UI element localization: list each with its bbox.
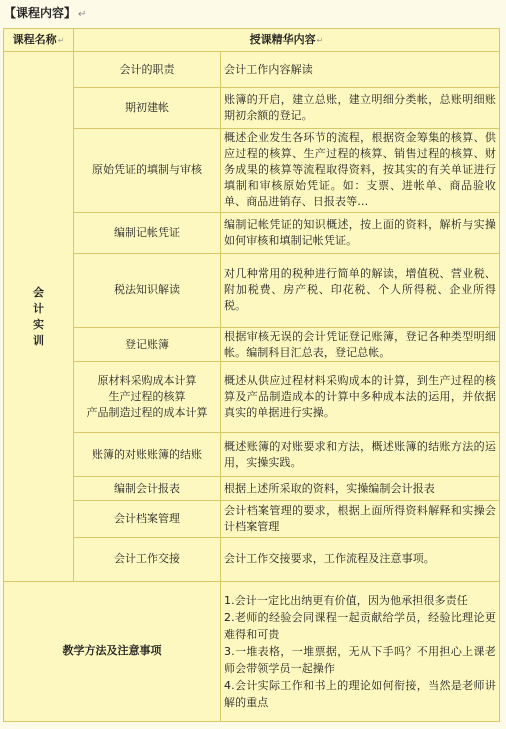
description-cell: 对几种常用的税种进行简单的解读，增值税、营业税、附加税费、房产税、印花税、个人所得税、企业所得税。 [221, 253, 500, 328]
topic-cell: 会计档案管理 [74, 501, 221, 537]
description-cell: 概述企业发生各环节的流程，根据资金筹集的核算、供应过程的核算、生产过程的核算、销售过程的核算、财务成果的核算等流程取得资料，按其实的有关单证进行填制和审核原始凭证。如：支票、进帐单、商品验收单、商品进销存、日报表等… [221, 128, 500, 213]
table-row [4, 253, 500, 328]
page-title [4, 4, 86, 22]
table-row [4, 432, 500, 476]
table-row [4, 88, 500, 128]
header-course-content: 授课精华内容↵ [74, 29, 500, 52]
table-row [4, 477, 500, 501]
header-row [4, 29, 500, 52]
note-item: 1.会计一定比出纳更有价值，因为他承担很多责任 [224, 593, 468, 607]
table-row [4, 128, 500, 213]
table-row [4, 52, 500, 88]
description-cell: 概述账簿的对账要求和方法，概述账簿的结账方法的运用，实操实践。 [221, 432, 500, 476]
topic-cell: 账簿的对账账簿的结账 [74, 432, 221, 476]
topic-cell: 原材料采购成本计算 生产过程的核算 产品制造过程的成本计算 [74, 362, 221, 433]
description-cell: 会计工作内容解读 [221, 52, 500, 88]
description-cell: 概述从供应过程材料采购成本的计算，到生产过程的核算及产品制造成本的计算中多种成本法的运用，并依据真实的单据进行实操。 [221, 362, 500, 433]
table-row [4, 537, 500, 581]
note-item: 2.老师的经验会同课程一起贡献给学员，经验比理论更难得和可贵 [224, 610, 497, 641]
table-row [4, 328, 500, 362]
course-table [3, 28, 500, 722]
description-cell: 会计工作交接要求，工作流程及注意事项。 [221, 537, 500, 581]
description-cell: 账簿的开启，建立总账，建立明细分类帐，总账明细账期初余额的登记。 [221, 88, 500, 128]
description-cell: 编制记帐凭证的知识概述，按上面的资料，解析与实操如何审核和填制记帐凭证。 [221, 213, 500, 253]
table-row [4, 501, 500, 537]
description-cell: 根据上述所采取的资料，实操编制会计报表 [221, 477, 500, 501]
topic-cell: 登记账簿 [74, 328, 221, 362]
topic-cell: 税法知识解读 [74, 253, 221, 328]
teaching-method-label: 教学方法及注意事项 [4, 581, 221, 721]
description-cell: 会计档案管理的要求，根据上面所得资料解释和实操会计档案管理 [221, 501, 500, 537]
topic-cell: 会计工作交接 [74, 537, 221, 581]
topic-cell: 编制会计报表 [74, 477, 221, 501]
note-item: 4.会计实际工作和书上的理论如何衔接，当然是老师讲解的重点 [224, 678, 497, 709]
teaching-notes [221, 581, 500, 721]
description-cell: 根据审核无误的会计凭证登记账簿，登记各种类型明细帐。编制科目汇总表，登记总帐。 [221, 328, 500, 362]
topic-cell: 编制记帐凭证 [74, 213, 221, 253]
table-row [4, 213, 500, 253]
method-row [4, 581, 500, 721]
page-title-text: 【课程内容】 [4, 6, 77, 20]
topic-cell: 原始凭证的填制与审核 [74, 128, 221, 213]
paragraph-mark-icon: ↵ [78, 9, 87, 20]
topic-cell: 期初建帐 [74, 88, 221, 128]
topic-cell: 会计的职责 [74, 52, 221, 88]
header-course-name: 课程名称↵ [4, 29, 74, 52]
note-item: 3.一堆表格，一堆票据，无从下手吗？不用担心上课老师会带领学员一起操作 [224, 644, 497, 675]
table-row [4, 362, 500, 433]
category-cell: 会 计 实 训 [4, 52, 74, 582]
